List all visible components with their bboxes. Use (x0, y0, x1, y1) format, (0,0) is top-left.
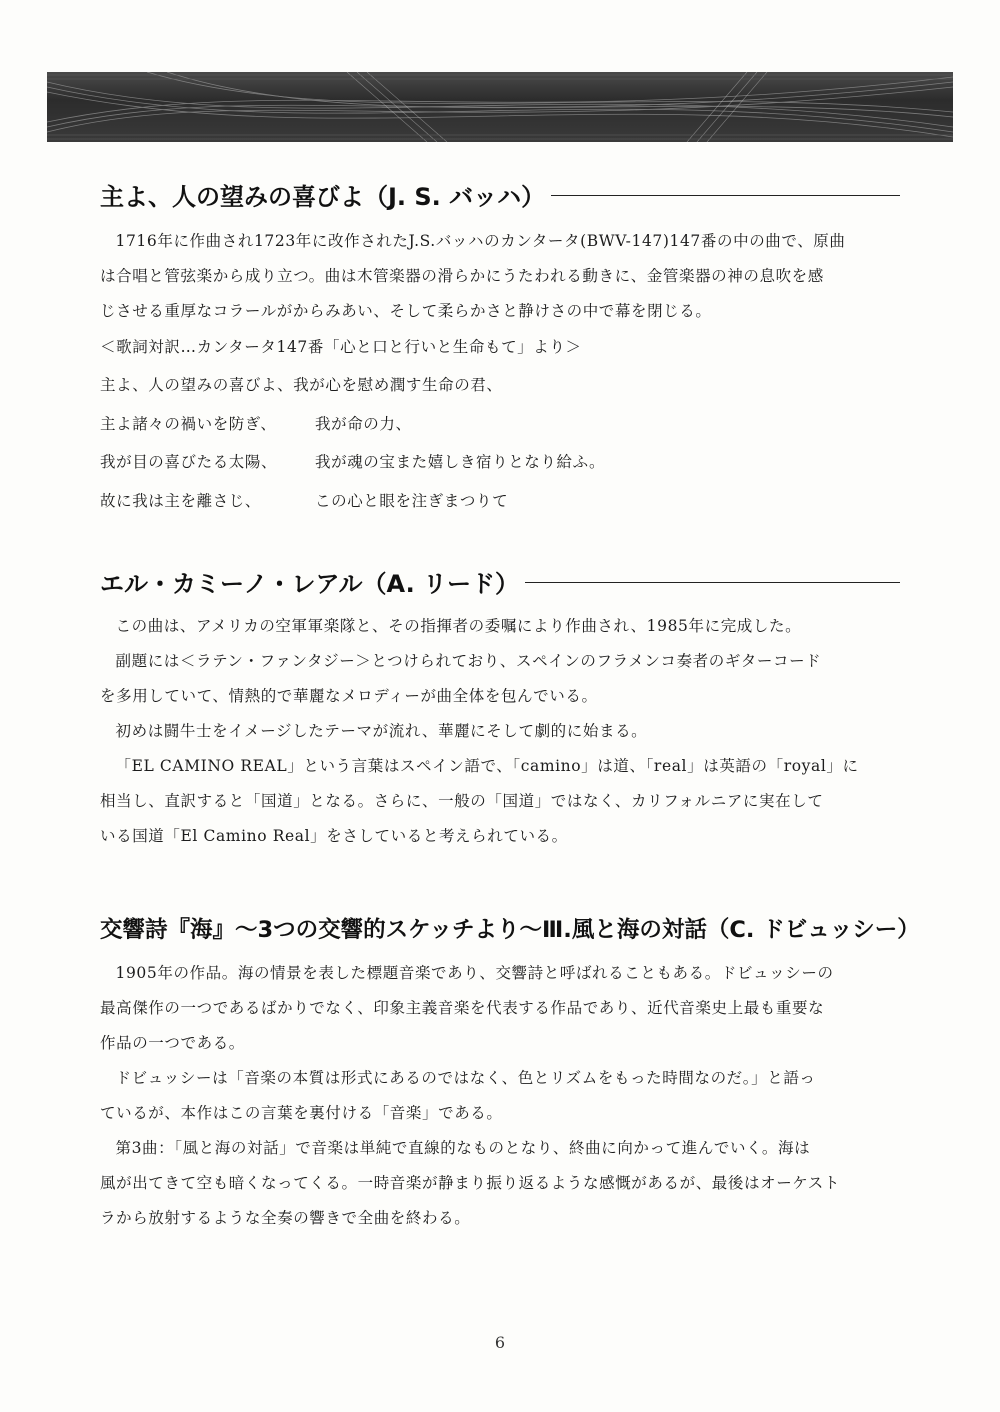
paragraph-line: いる国道「El Camino Real」をさしていると考えられている。 (100, 827, 568, 845)
section-bach (100, 176, 900, 520)
lyrics-header: ＜歌詞対訳…カンタータ147番「心と口と行いと生命もて」より＞ (100, 338, 582, 356)
section-title-text: エル・カミーノ・レアル（A. リード） (100, 569, 520, 598)
body-line: は合唱と管弦楽から成り立つ。曲は木管楽器の滑らかにうたわれる動きに、金管楽器の神の息吹を感 (100, 267, 824, 285)
lyric-left: 主よ諸々の禍いを防ぎ、 (100, 414, 277, 433)
section-title (100, 910, 920, 946)
paragraph-line: ラから放射するような全奏の響きで全曲を終わる。 (100, 1209, 471, 1227)
lyric-right: 我が命の力、 (315, 414, 412, 433)
header-banner (47, 72, 953, 142)
lyric-line: 主よ、人の望みの喜びよ、我が心を慰め潤す生命の君、 (100, 376, 503, 394)
section-debussy (100, 910, 920, 1236)
paragraph-line: 作品の一つである。 (100, 1034, 245, 1052)
paragraph-line: 副題には＜ラテン・ファンタジー＞とつけられており、スペインのフラメンコ奏者のギターコード (115, 652, 822, 670)
lyric-right: この心と眼を注ぎまつりて (315, 491, 509, 510)
section-body (100, 224, 900, 520)
paragraph-line: 初めは闘牛士をイメージしたテーマが流れ、華麗にそして劇的に始まる。 (115, 722, 648, 740)
section-title (100, 176, 900, 212)
title-rule (551, 195, 900, 196)
banner-wave-decoration (47, 72, 953, 142)
lyric-left: 我が目の喜びたる太陽、 (100, 453, 278, 471)
lyric-line (100, 405, 900, 444)
paragraph-line: ているが、本作はこの言葉を裏付ける「音楽」である。 (100, 1104, 503, 1122)
section-reed (100, 563, 900, 854)
section-title (100, 563, 900, 599)
section-title-text: 交響詩『海』～3つの交響的スケッチより～Ⅲ.風と海の対話（C. ドビュッシー） (100, 917, 920, 943)
body-line: 1716年に作曲され1723年に改作されたJ.S.バッハのカンタータ(BWV-147)147番の中の曲で、原曲 (115, 232, 846, 250)
section-body (100, 956, 900, 1236)
paragraph-line: 第3曲：「風と海の対話」で音楽は単純で直線的なものとなり、終曲に向かって進んでいく。海は (115, 1139, 811, 1157)
paragraph-line: この曲は、アメリカの空軍軍楽隊と、その指揮者の委嘱により作曲され、1985年に完成した。 (115, 617, 802, 635)
body-line: じさせる重厚なコラールがからみあい、そして柔らかさと静けさの中で幕を閉じる。 (100, 302, 712, 320)
paragraph-line: 最高傑作の一つであるばかりでなく、印象主義音楽を代表する作品であり、近代音楽史上最も重要な (100, 999, 825, 1017)
section-body (100, 609, 900, 854)
paragraph-line: ドビュッシーは「音楽の本質は形式にあるのではなく、色とリズムをもった時間なのだ。」と語っ (115, 1069, 816, 1087)
lyric-line (100, 443, 900, 482)
paragraph-line: 風が出てきて空も暗くなってくる。一時音楽が静まり振り返るような感慨があるが、最後はオーケスト (100, 1174, 840, 1192)
paragraph-line: 相当し、直訳すると「国道」となる。さらに、一般の「国道」ではなく、カリフォルニアに実在して (100, 792, 824, 810)
lyric-right: 我が魂の宝また嬉しき宿りとなり給ふ。 (315, 453, 606, 471)
paragraph-line: 「EL CAMINO REAL」という言葉はスペイン語で、「camino」は道、「real」は英語の「royal」に (115, 757, 859, 775)
section-title-text: 主よ、人の望みの喜びよ（J. S. バッハ） (100, 182, 546, 211)
lyric-line (100, 482, 900, 521)
paragraph-line: 1905年の作品。海の情景を表した標題音楽であり、交響詩と呼ばれることもある。ドビュッシーの (115, 964, 834, 982)
page-number: 6 (494, 1333, 506, 1352)
lyric-left: 故に我は主を離さじ、 (100, 491, 262, 510)
paragraph-line: を多用していて、情熱的で華麗なメロディーが曲全体を包んでいる。 (100, 687, 598, 705)
title-rule (525, 582, 900, 583)
